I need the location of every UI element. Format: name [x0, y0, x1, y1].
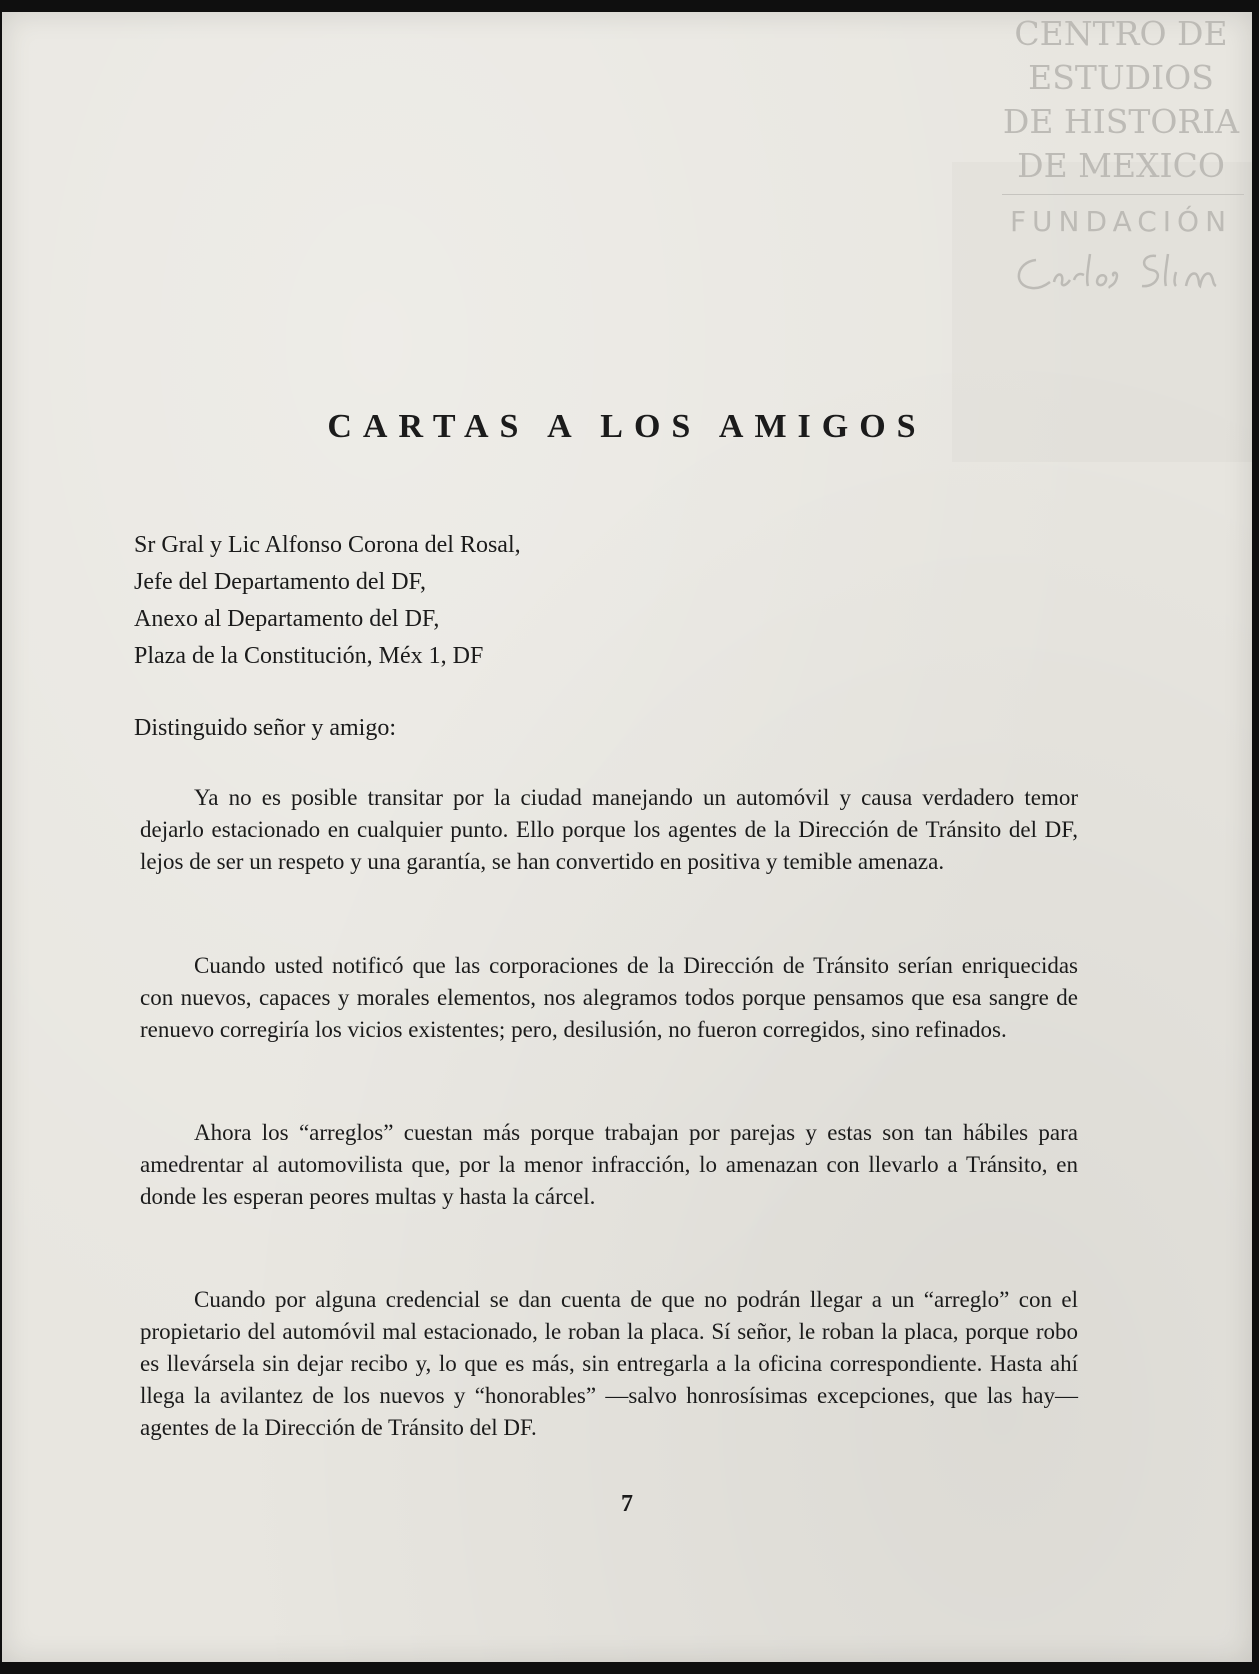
- address-line-1: Sr Gral y Lic Alfonso Corona del Rosal,: [134, 532, 521, 558]
- watermark-line-2: ESTUDIOS: [1028, 58, 1214, 97]
- page-title: CARTAS A LOS AMIGOS: [327, 408, 927, 445]
- scanned-page: [2, 12, 1252, 1662]
- watermark-line-1: CENTRO DE: [1014, 14, 1228, 53]
- recipient-address: [134, 527, 521, 675]
- paragraph: Ya no es posible transitar por la ciudad manejando un automóvil y causa verdadero temor dejarlo estacionado en cualquier punto. Ello porque los agentes de la Dirección de Tránsito del DF, lejos de ser un respeto y una garantía, se han convertido en positiva y temible amenaza.: [140, 785, 1078, 874]
- address-line-4: Plaza de la Constitución, Méx 1, DF: [134, 643, 484, 669]
- address-line-2: Jefe del Departamento del DF,: [134, 569, 426, 595]
- address-line-3: Anexo al Departamento del DF,: [134, 606, 440, 632]
- salutation: Distinguido señor y amigo:: [134, 715, 396, 741]
- watermark-fundacion: FUNDACIÓN: [1009, 205, 1233, 238]
- letter-content: [2, 12, 1252, 1662]
- watermark-line-3: DE HISTORIA: [1002, 102, 1240, 141]
- watermark-line-4: DE MEXICO: [1017, 146, 1225, 185]
- paragraph: Ahora los “arreglos” cuestan más porque trabajan por parejas y estas son tan hábiles para amedrentar al automovilista que, por la menor infracción, lo amenazan con llevarlo a Tránsito, en donde les esperan peores multas y hasta la cárcel.: [140, 1120, 1078, 1209]
- paragraph: Cuando usted notificó que las corporaciones de la Dirección de Tránsito serían enriquecidas con nuevos, capaces y morales elementos, nos alegramos todos porque pensamos que esa sangre de renuevo corregiría los vicios existentes; pero, desilusión, no fueron corregidos, sino refinados.: [140, 953, 1078, 1042]
- paragraph: Cuando por alguna credencial se dan cuenta de que no podrán llegar a un “arreglo” con el propietario del automóvil mal estacionado, le roban la placa. Sí señor, le roban la placa, porque robo es llevársela sin dejar recibo y, lo que es más, sin entregarla a la oficina correspondiente. Hasta ahí llega la avilantez de los nuevos y “honorables” —salvo honrosísimas excepciones, que las hay— agentes de la Dirección de Tránsito del DF.: [140, 1287, 1078, 1440]
- page-number: 7: [621, 1491, 633, 1517]
